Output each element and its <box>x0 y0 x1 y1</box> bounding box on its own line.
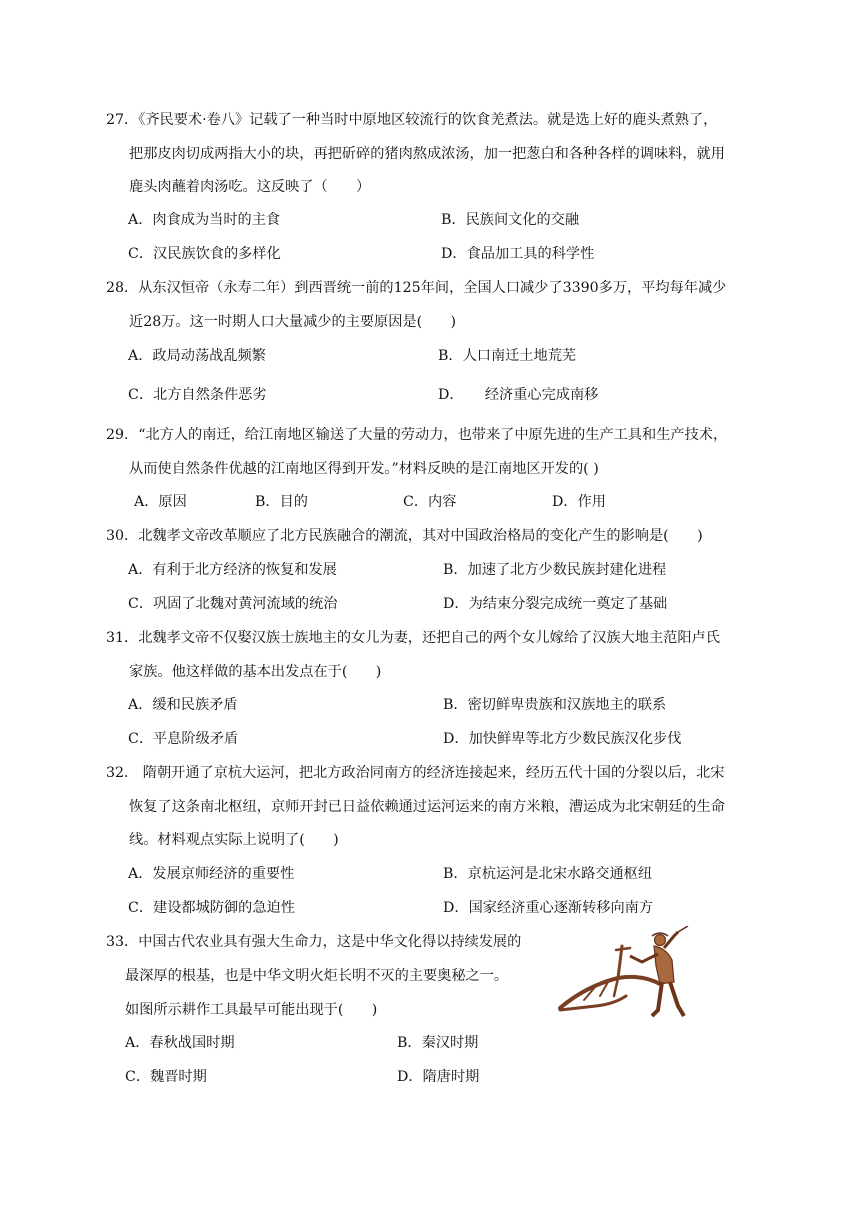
question-31-line-1: 31．北魏孝文帝不仅娶汉族士族地主的女儿为妻，还把自己的两个女儿嫁给了汉族大地主范阳卢氏 <box>106 630 720 646</box>
question-33-line-1: 33．中国古代农业具有强大生命力，这是中华文化得以持续发展的 <box>106 934 522 950</box>
question-28-option-c[interactable]: C．北方自然条件恶劣 <box>128 387 267 403</box>
question-31-option-a[interactable]: A．缓和民族矛盾 <box>128 697 238 713</box>
question-32-option-b[interactable]: B．京杭运河是北宋水路交通枢纽 <box>443 866 653 882</box>
question-27-option-a[interactable]: A．肉食成为当时的主食 <box>128 212 281 228</box>
question-32-option-d[interactable]: D．国家经济重心逐渐转移向南方 <box>443 900 654 916</box>
question-27-option-d[interactable]: D．食品加工具的科学性 <box>441 246 595 262</box>
question-31-option-b[interactable]: B．密切鲜卑贵族和汉族地主的联系 <box>443 697 667 713</box>
question-33-line-3: 如图所示耕作工具最早可能出现于( ) <box>125 1002 378 1018</box>
question-33-option-a[interactable]: A．春秋战国时期 <box>125 1035 235 1051</box>
question-31-option-c[interactable]: C．平息阶级矛盾 <box>128 731 239 747</box>
question-28-line-1: 28．从东汉恒帝（永寿二年）到西晋统一前的125年间，全国人口减少了3390多万，平均每年减少 <box>106 280 727 296</box>
question-27-option-b[interactable]: B．民族间文化的交融 <box>441 212 580 228</box>
question-31-line-2: 家族。他这样做的基本出发点在于( ) <box>129 664 382 680</box>
question-28-option-a[interactable]: A．政局动荡战乱频繁 <box>128 348 266 364</box>
question-27-line-1: 27．《齐民要术·卷八》记载了一种当时中原地区较流行的饮食羌煮法。就是选上好的鹿头煮熟了， <box>106 112 718 128</box>
question-30-line-1: 30．北魏孝文帝改革顺应了北方民族融合的潮流，其对中国政治格局的变化产生的影响是( ) <box>106 528 703 544</box>
question-29-option-b[interactable]: B．目的 <box>255 494 308 510</box>
question-30-option-a[interactable]: A．有利于北方经济的恢复和发展 <box>128 562 337 578</box>
question-28-option-b[interactable]: B．人口南迁土地荒芜 <box>438 348 577 364</box>
question-29-option-c[interactable]: C．内容 <box>403 494 457 510</box>
question-28-line-2: 近28万。这一时期人口大量减少的主要原因是( ) <box>129 314 457 330</box>
question-30-option-b[interactable]: B．加速了北方少数民族封建化进程 <box>443 562 667 578</box>
plowing-farmer-illustration <box>556 926 702 1020</box>
question-27-line-2: 把那皮肉切成两指大小的块，再把斫碎的猪肉熬成浓汤，加一把葱白和各种各样的调味料，就用 <box>129 146 725 162</box>
question-32-line-2: 恢复了这条南北枢纽，京师开封已日益依赖通过运河运来的南方米粮，漕运成为北宋朝廷的生命 <box>129 799 725 815</box>
question-33-option-b[interactable]: B．秦汉时期 <box>397 1035 479 1051</box>
question-29-option-d[interactable]: D．作用 <box>552 494 606 510</box>
question-27-line-3: 鹿头肉蘸着肉汤吃。这反映了（ ） <box>129 179 371 195</box>
question-33-option-c[interactable]: C．魏晋时期 <box>125 1069 207 1085</box>
question-29-line-1: 29．“北方人的南迁，给江南地区输送了大量的劳动力，也带来了中原先进的生产工具和生产技术， <box>106 427 728 443</box>
question-29-option-a[interactable]: A．原因 <box>134 494 187 510</box>
question-32-option-a[interactable]: A．发展京师经济的重要性 <box>128 866 295 882</box>
question-33-line-2: 最深厚的根基，也是中华文明火炬长明不灭的主要奥秘之一。 <box>125 968 509 984</box>
question-32-line-1: 32． 隋朝开通了京杭大运河，把北方政治同南方的经济连接起来，经历五代十国的分裂以后，北宋 <box>106 765 725 781</box>
question-28-option-d[interactable]: D． 经济重心完成南移 <box>438 387 599 403</box>
question-32-line-3: 线。材料观点实际上说明了( ) <box>129 832 339 848</box>
question-30-option-c[interactable]: C．巩固了北魏对黄河流域的统治 <box>128 596 338 612</box>
question-30-option-d[interactable]: D．为结束分裂完成统一奠定了基础 <box>443 596 668 612</box>
question-33-option-d[interactable]: D．隋唐时期 <box>397 1069 480 1085</box>
question-31-option-d[interactable]: D．加快鲜卑等北方少数民族汉化步伐 <box>443 731 682 747</box>
question-29-line-2: 从而使自然条件优越的江南地区得到开发。”材料反映的是江南地区开发的( ) <box>129 461 599 477</box>
question-32-option-c[interactable]: C．建设都城防御的急迫性 <box>128 900 295 916</box>
question-27-option-c[interactable]: C．汉民族饮食的多样化 <box>128 246 281 262</box>
